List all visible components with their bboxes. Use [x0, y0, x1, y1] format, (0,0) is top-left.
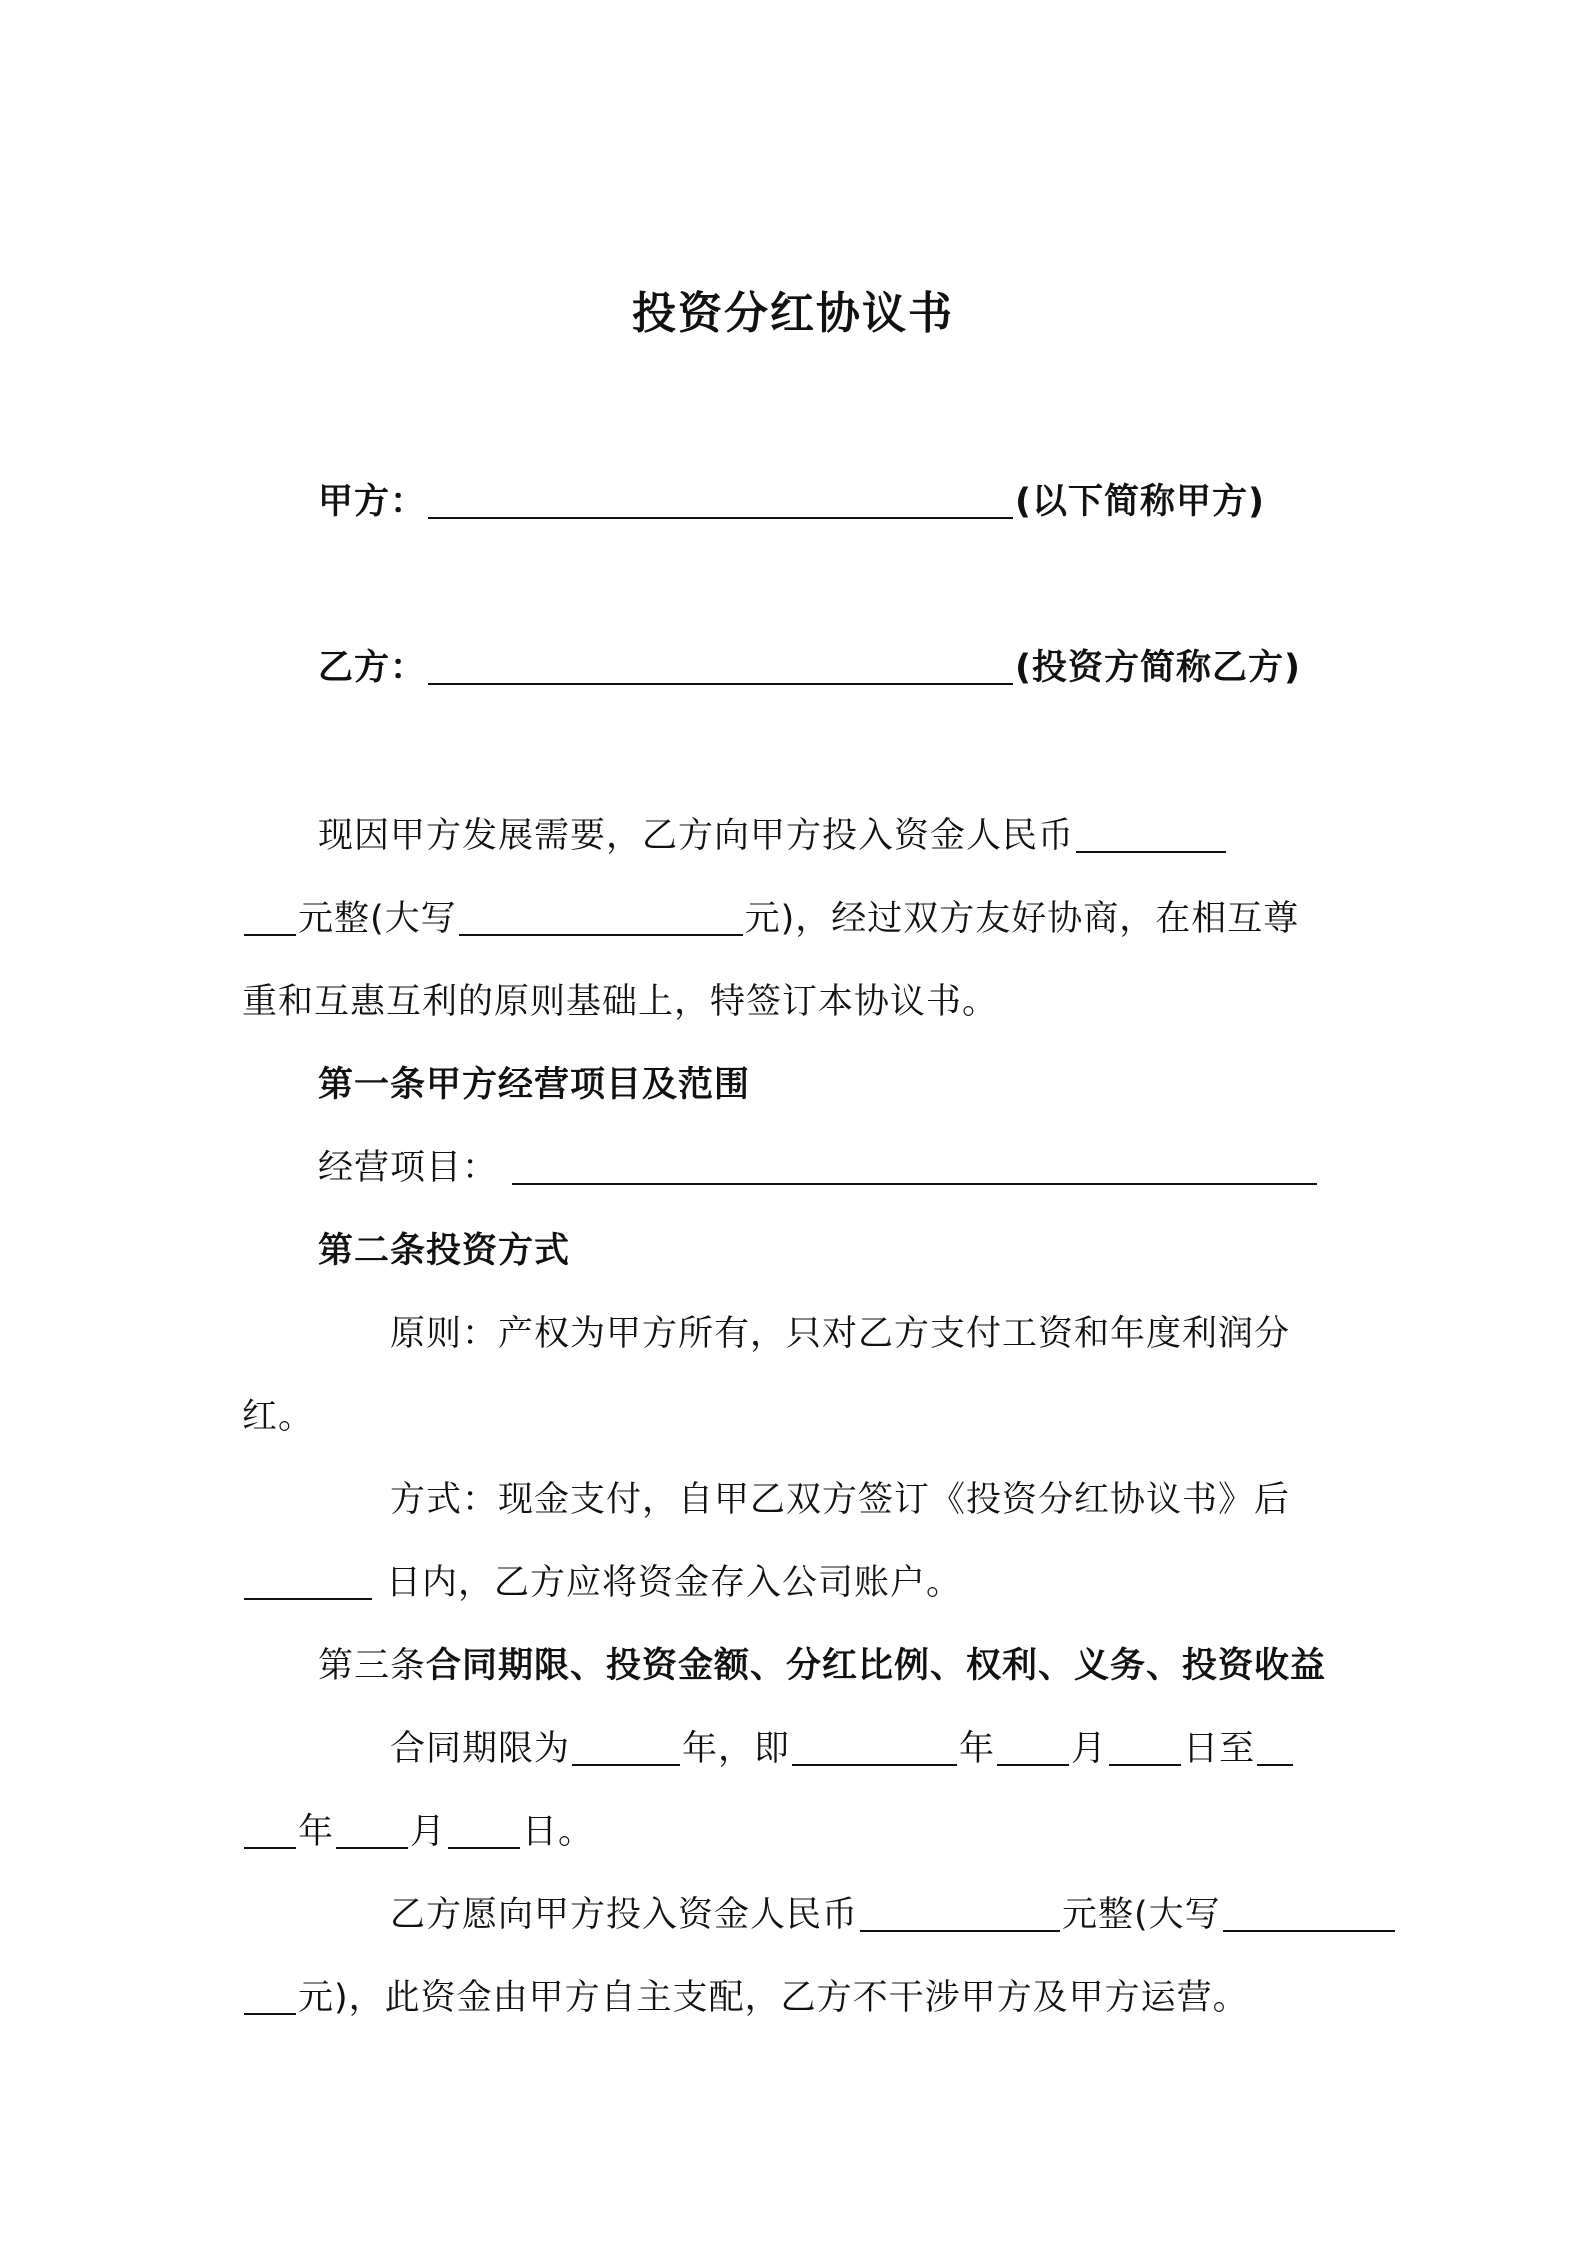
- term-text-c: 年: [959, 1729, 996, 1769]
- investment-words-blank-cont[interactable]: [244, 1977, 296, 2015]
- party-a-suffix: (以下简称甲方): [1015, 482, 1266, 522]
- party-b-blank[interactable]: [428, 647, 1013, 685]
- days-blank[interactable]: [244, 1562, 372, 1600]
- term-text-e: 日至: [1183, 1729, 1256, 1769]
- business-item-label: 经营项目：: [318, 1148, 499, 1188]
- party-b-suffix: (投资方简称乙方): [1015, 648, 1302, 688]
- end-day-blank[interactable]: [448, 1811, 520, 1849]
- method-text-2: 日内，乙方应将资金存入公司账户。: [386, 1563, 963, 1603]
- principle-line-1: 原则：产权为甲方所有，只对乙方支付工资和年度利润分: [390, 1314, 1291, 1354]
- method-line-2: [242, 1559, 962, 1607]
- preamble-text-1: 现因甲方发展需要，乙方向甲方投入资金人民币: [318, 816, 1075, 856]
- start-month-blank[interactable]: [997, 1728, 1069, 1766]
- preamble-line-3: [242, 978, 998, 1026]
- investment-line-1: [390, 1891, 1397, 1939]
- party-a-blank[interactable]: [428, 481, 1013, 519]
- term-line-1: [390, 1725, 1295, 1773]
- party-a-label: 甲方：: [318, 482, 427, 522]
- term-text-d: 月: [1071, 1729, 1108, 1769]
- term2-text-a: 年: [298, 1812, 335, 1852]
- principle-line-2: 红。: [242, 1397, 315, 1437]
- preamble-line-2: [242, 895, 1299, 943]
- preamble-line-1: [318, 812, 1228, 860]
- term-text-b: 年，即: [682, 1729, 791, 1769]
- term-years-blank[interactable]: [572, 1728, 680, 1766]
- term2-text-b: 月: [410, 1812, 447, 1852]
- party-b-line: [318, 644, 1301, 692]
- article-1-heading: 第一条甲方经营项目及范围: [318, 1065, 751, 1105]
- end-year-blank[interactable]: [1257, 1728, 1293, 1766]
- investment-text-2: 元)，此资金由甲方自主支配，乙方不干涉甲方及甲方运营。: [298, 1978, 1249, 2018]
- end-month-blank[interactable]: [336, 1811, 408, 1849]
- article-2-heading: 第二条投资方式: [318, 1231, 571, 1271]
- term-line-2: [242, 1808, 594, 1856]
- start-year-blank[interactable]: [792, 1728, 957, 1766]
- article-3-heading: [318, 1642, 1326, 1690]
- business-item-blank[interactable]: [512, 1147, 1317, 1185]
- investment-text-a: 乙方愿向甲方投入资金人民币: [390, 1895, 859, 1935]
- preamble-text-3: 重和互惠互利的原则基础上，特签订本协议书。: [242, 982, 999, 1022]
- investment-line-2: [242, 1974, 1249, 2022]
- party-b-label: 乙方：: [318, 648, 427, 688]
- investment-text-b: 元整(大写: [1062, 1895, 1221, 1935]
- term-text-a: 合同期限为: [390, 1729, 571, 1769]
- party-a-line: [318, 478, 1265, 526]
- article-3-prefix: 第三条: [318, 1646, 427, 1686]
- start-day-blank[interactable]: [1109, 1728, 1181, 1766]
- term2-text-c: 日。: [522, 1812, 595, 1852]
- business-item-line: [318, 1144, 1319, 1192]
- method-line-1: 方式：现金支付，自甲乙双方签订《投资分红协议书》后: [390, 1480, 1291, 1520]
- amount-in-words-blank[interactable]: [459, 898, 743, 936]
- article-3-title: 合同期限、投资金额、分红比例、权利、义务、投资收益: [426, 1646, 1327, 1686]
- investment-rmb-blank[interactable]: [860, 1894, 1060, 1932]
- investment-amount-blank-cont[interactable]: [244, 898, 296, 936]
- investment-amount-blank[interactable]: [1076, 815, 1226, 853]
- preamble-text-2b: 元)，经过双方友好协商，在相互尊: [744, 899, 1300, 939]
- end-year-blank-cont[interactable]: [244, 1811, 296, 1849]
- investment-words-blank[interactable]: [1223, 1894, 1395, 1932]
- preamble-text-2a: 元整(大写: [298, 899, 457, 939]
- document-title: 投资分红协议书: [632, 288, 954, 339]
